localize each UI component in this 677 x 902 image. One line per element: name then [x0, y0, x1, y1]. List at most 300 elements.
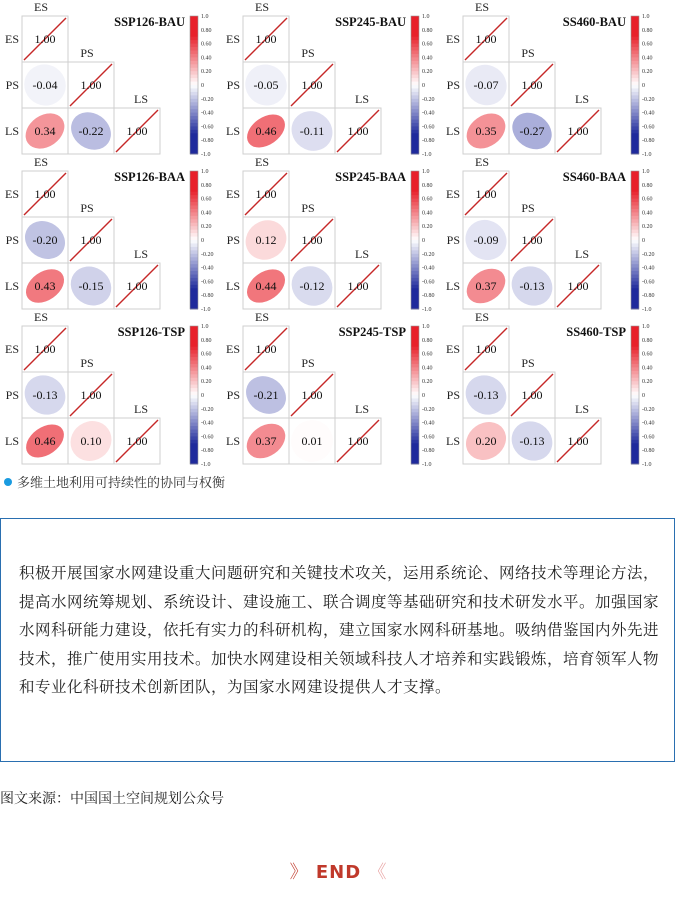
colorbar-segment [190, 126, 198, 130]
column-label: LS [574, 402, 590, 416]
colorbar-segment [190, 75, 198, 79]
colorbar-segment [190, 278, 198, 282]
colorbar-tick: 1.0 [422, 169, 430, 175]
colorbar-segment [631, 264, 639, 268]
colorbar-segment [411, 457, 419, 461]
colorbar-segment [631, 185, 639, 189]
colorbar-segment [631, 23, 639, 27]
column-label: PS [80, 356, 94, 370]
colorbar-segment [631, 64, 639, 68]
colorbar-segment [190, 78, 198, 82]
colorbar-tick: 0 [642, 83, 645, 89]
colorbar-tick: 1.0 [422, 14, 430, 20]
colorbar-segment [411, 326, 419, 330]
colorbar-segment [631, 374, 639, 378]
colorbar-segment [631, 371, 639, 375]
colorbar-segment [631, 192, 639, 196]
diagonal-value: 1.00 [126, 279, 148, 293]
colorbar-segment [411, 47, 419, 51]
colorbar-segment [411, 354, 419, 358]
colorbar-segment [631, 378, 639, 382]
colorbar-segment [190, 347, 198, 351]
correlation-value: -0.04 [32, 78, 58, 92]
colorbar-tick: -0.60 [422, 434, 435, 441]
colorbar-segment [631, 212, 639, 216]
colorbar-segment [631, 16, 639, 20]
colorbar-segment [631, 237, 639, 241]
colorbar-segment [631, 144, 639, 148]
colorbar-segment [411, 361, 419, 365]
colorbar-segment [631, 230, 639, 234]
colorbar-segment [411, 181, 419, 185]
colorbar-segment [631, 206, 639, 210]
colorbar-segment [631, 178, 639, 182]
colorbar-tick: 0.60 [422, 41, 433, 48]
colorbar-segment [190, 299, 198, 303]
colorbar-segment [190, 440, 198, 444]
colorbar-segment [190, 40, 198, 44]
column-label: LS [133, 402, 149, 416]
colorbar-segment [631, 54, 639, 58]
row-label: PS [446, 388, 460, 402]
figure-caption [4, 472, 225, 491]
panel-title: SS460-TSP [566, 325, 626, 339]
colorbar-segment [631, 364, 639, 368]
colorbar-segment [190, 212, 198, 216]
colorbar-segment [411, 402, 419, 406]
colorbar-tick: 0.80 [642, 27, 653, 34]
column-label: PS [301, 201, 315, 215]
colorbar-tick: -1.0 [201, 462, 211, 468]
colorbar-segment [631, 82, 639, 86]
colorbar-segment [190, 206, 198, 210]
row-label: PS [5, 233, 19, 247]
colorbar-tick: -0.20 [642, 96, 655, 103]
colorbar-segment [190, 340, 198, 344]
correlation-panel [226, 310, 435, 470]
colorbar-tick: -0.60 [422, 124, 435, 131]
colorbar-tick: 0 [201, 83, 204, 89]
colorbar-segment [411, 144, 419, 148]
colorbar-segment [190, 423, 198, 427]
colorbar-segment [190, 361, 198, 365]
colorbar-segment [190, 381, 198, 385]
colorbar-tick: 1.0 [642, 14, 650, 20]
colorbar-segment [411, 395, 419, 399]
colorbar-segment [411, 202, 419, 206]
colorbar-segment [411, 95, 419, 99]
column-label: PS [521, 356, 535, 370]
colorbar-segment [190, 240, 198, 244]
colorbar-segment [631, 261, 639, 265]
row-label: LS [225, 279, 240, 293]
diagonal-value: 1.00 [80, 233, 102, 247]
colorbar-segment [411, 78, 419, 82]
colorbar-segment [190, 99, 198, 103]
colorbar-segment [631, 381, 639, 385]
correlation-value: -0.22 [78, 124, 104, 138]
diagonal-value: 1.00 [521, 233, 543, 247]
diagonal-value: 1.00 [126, 124, 148, 138]
colorbar-segment [190, 426, 198, 430]
colorbar-segment [190, 23, 198, 27]
diagonal-value: 1.00 [521, 78, 543, 92]
colorbar-segment [631, 426, 639, 430]
column-label: LS [133, 247, 149, 261]
colorbar-segment [190, 106, 198, 110]
colorbar-segment [411, 333, 419, 337]
colorbar-segment [631, 199, 639, 203]
colorbar-segment [411, 216, 419, 220]
colorbar-segment [411, 37, 419, 41]
colorbar-segment [631, 75, 639, 79]
colorbar-segment [411, 109, 419, 113]
colorbar-tick: 0 [642, 238, 645, 244]
colorbar-segment [631, 247, 639, 251]
colorbar-segment [190, 82, 198, 86]
colorbar-segment [190, 243, 198, 247]
colorbar-segment [411, 409, 419, 413]
colorbar-segment [631, 147, 639, 151]
diagonal-value: 1.00 [34, 32, 56, 46]
correlation-value: 0.37 [255, 434, 277, 448]
colorbar-tick: 0.20 [201, 379, 212, 386]
colorbar-segment [190, 371, 198, 375]
colorbar-tick: 0.40 [422, 55, 433, 62]
colorbar-tick: 0.20 [642, 224, 653, 231]
correlation-value: -0.27 [519, 124, 545, 138]
colorbar-segment [411, 133, 419, 137]
colorbar-segment [190, 409, 198, 413]
colorbar-segment [411, 336, 419, 340]
diagonal-value: 1.00 [475, 187, 497, 201]
column-label: LS [574, 92, 590, 106]
colorbar-tick: 0.60 [201, 351, 212, 358]
colorbar-tick: 0 [422, 83, 425, 89]
colorbar-segment [190, 416, 198, 420]
colorbar-segment [411, 419, 419, 423]
colorbar-segment [411, 188, 419, 192]
colorbar-tick: 0.40 [422, 365, 433, 372]
colorbar-tick: -0.60 [201, 434, 214, 441]
colorbar-tick: -0.60 [642, 279, 655, 286]
colorbar-segment [190, 113, 198, 117]
colorbar-segment [190, 419, 198, 423]
diagonal-value: 1.00 [255, 187, 277, 201]
colorbar-tick: 0.80 [642, 337, 653, 344]
colorbar-segment [190, 374, 198, 378]
colorbar-segment [631, 367, 639, 371]
source-line: 图文来源：中国国土空间规划公众号 [0, 791, 224, 807]
colorbar-segment [190, 102, 198, 106]
colorbar-segment [190, 174, 198, 178]
colorbar-tick: -0.40 [642, 420, 655, 427]
colorbar-segment [411, 123, 419, 127]
colorbar-segment [190, 433, 198, 437]
diagonal-value: 1.00 [521, 388, 543, 402]
colorbar-segment [190, 388, 198, 392]
colorbar-tick: 0 [422, 393, 425, 399]
row-label: LS [4, 124, 19, 138]
colorbar-segment [631, 102, 639, 106]
colorbar-segment [411, 275, 419, 279]
colorbar-tick: 0.40 [642, 55, 653, 62]
colorbar-segment [411, 436, 419, 440]
colorbar-segment [631, 454, 639, 458]
colorbar-segment [411, 454, 419, 458]
colorbar-segment [631, 226, 639, 230]
colorbar-segment [190, 257, 198, 261]
colorbar-segment [411, 392, 419, 396]
colorbar-tick: 0 [201, 393, 204, 399]
colorbar-segment [190, 436, 198, 440]
diagonal-value: 1.00 [475, 342, 497, 356]
colorbar-segment [190, 109, 198, 113]
colorbar-segment [190, 216, 198, 220]
colorbar-segment [411, 199, 419, 203]
column-label: ES [254, 155, 270, 169]
colorbar-segment [631, 37, 639, 41]
colorbar-segment [631, 271, 639, 275]
column-label: ES [254, 310, 270, 324]
colorbar-segment [631, 26, 639, 30]
diagonal-value: 1.00 [80, 78, 102, 92]
row-label: LS [225, 434, 240, 448]
colorbar-segment [631, 254, 639, 258]
row-label: LS [225, 124, 240, 138]
panel-title: SSP245-TSP [338, 325, 406, 339]
correlation-value: -0.15 [78, 279, 104, 293]
correlation-panel [226, 155, 435, 314]
colorbar-tick: 0.80 [422, 337, 433, 344]
colorbar-segment [631, 181, 639, 185]
colorbar-segment [190, 64, 198, 68]
colorbar-tick: 0.80 [201, 182, 212, 189]
colorbar-segment [190, 85, 198, 89]
colorbar-segment [190, 329, 198, 333]
colorbar-segment [190, 30, 198, 34]
colorbar-segment [411, 140, 419, 144]
diagonal-value: 1.00 [34, 187, 56, 201]
colorbar-tick: -0.60 [422, 279, 435, 286]
column-label: ES [33, 155, 49, 169]
colorbar-segment [411, 264, 419, 268]
colorbar-segment [190, 57, 198, 61]
colorbar-segment [631, 299, 639, 303]
row-label: ES [225, 187, 240, 201]
column-label: ES [254, 0, 270, 14]
row-label: LS [445, 434, 460, 448]
colorbar-segment [411, 281, 419, 285]
colorbar-segment [190, 95, 198, 99]
correlation-value: 0.46 [34, 434, 56, 448]
colorbar-tick: -0.80 [201, 448, 214, 455]
colorbar-segment [631, 457, 639, 461]
colorbar-segment [631, 95, 639, 99]
colorbar-segment [190, 33, 198, 37]
colorbar-segment [190, 47, 198, 51]
colorbar-tick: 0.60 [201, 41, 212, 48]
colorbar-segment [190, 336, 198, 340]
correlation-value: -0.13 [32, 388, 58, 402]
colorbar-segment [190, 450, 198, 454]
colorbar-segment [190, 333, 198, 337]
colorbar-segment [631, 123, 639, 127]
colorbar-segment [411, 302, 419, 306]
colorbar-tick: 0.60 [642, 196, 653, 203]
colorbar-segment [631, 109, 639, 113]
colorbar-tick: 1.0 [422, 324, 430, 330]
colorbar-segment [190, 412, 198, 416]
row-label: PS [5, 78, 19, 92]
caption-text: 多维土地利用可持续性的协同与权衡 [17, 476, 226, 491]
colorbar-tick: 0.80 [422, 27, 433, 34]
colorbar-segment [631, 278, 639, 282]
colorbar-segment [190, 247, 198, 251]
colorbar-segment [631, 430, 639, 434]
colorbar-segment [190, 44, 198, 48]
text-panel [0, 518, 675, 762]
colorbar-tick: -0.40 [201, 420, 214, 427]
colorbar-tick: 0.40 [642, 210, 653, 217]
colorbar-segment [411, 19, 419, 23]
colorbar-segment [190, 147, 198, 151]
colorbar-segment [631, 250, 639, 254]
colorbar-segment [411, 16, 419, 20]
colorbar-tick: 0.60 [642, 41, 653, 48]
column-label: PS [80, 201, 94, 215]
colorbar-segment [411, 57, 419, 61]
colorbar-segment [631, 243, 639, 247]
colorbar-segment [411, 357, 419, 361]
diagonal-value: 1.00 [567, 434, 589, 448]
colorbar-tick: 0.40 [201, 55, 212, 62]
panel-title: SSP126-BAU [114, 15, 185, 29]
colorbar-tick: -1.0 [422, 152, 432, 158]
colorbar-segment [190, 281, 198, 285]
colorbar-tick: -0.40 [642, 265, 655, 272]
colorbar-segment [631, 61, 639, 65]
colorbar-segment [190, 457, 198, 461]
colorbar-tick: -1.0 [422, 307, 432, 313]
colorbar-segment [411, 350, 419, 354]
correlation-panel [446, 0, 655, 158]
colorbar-segment [631, 30, 639, 34]
colorbar-segment [190, 367, 198, 371]
colorbar-tick: 0.40 [422, 210, 433, 217]
colorbar-segment [631, 268, 639, 272]
correlation-value: 0.46 [255, 124, 277, 138]
colorbar-segment [411, 178, 419, 182]
colorbar-segment [190, 140, 198, 144]
colorbar-segment [411, 430, 419, 434]
colorbar-segment [190, 137, 198, 141]
colorbar-segment [190, 178, 198, 182]
row-label: PS [226, 233, 240, 247]
column-label: ES [474, 155, 490, 169]
colorbar-segment [190, 292, 198, 296]
colorbar-segment [411, 271, 419, 275]
colorbar-segment [190, 350, 198, 354]
colorbar-segment [411, 40, 419, 44]
colorbar-segment [631, 350, 639, 354]
column-label: LS [354, 92, 370, 106]
colorbar-segment [190, 264, 198, 268]
colorbar-segment [631, 412, 639, 416]
colorbar-tick: -1.0 [642, 152, 652, 158]
colorbar-segment [411, 268, 419, 272]
colorbar-segment [631, 120, 639, 124]
colorbar-tick: -0.60 [642, 434, 655, 441]
column-label: LS [574, 247, 590, 261]
diagonal-value: 1.00 [347, 279, 369, 293]
diagonal-value: 1.00 [347, 434, 369, 448]
row-label: PS [446, 78, 460, 92]
colorbar-segment [411, 23, 419, 27]
colorbar-segment [411, 88, 419, 92]
colorbar-tick: -0.80 [642, 138, 655, 145]
body-paragraph: 积极开展国家水网建设重大问题研究和关键技术攻关，运用系统论、网络技术等理论方法，提高水网统筹规划、系统设计、建设施工、联合调度等基础研究和技术研发水平。加强国家水网科研能力建设，依托有实力的科研机构，建立国家水网科研基地。吸纳借鉴国内外先进技术，推广使用实用技术。加快水网建设相关领域科技人才培养和实践锻炼，培育领军人物和专业化科研技术创新团队，为国家水网建设提供人才支撑。 [19, 564, 660, 696]
colorbar-segment [631, 336, 639, 340]
colorbar-segment [631, 392, 639, 396]
colorbar-segment [190, 357, 198, 361]
colorbar-segment [411, 299, 419, 303]
correlation-value: -0.07 [473, 78, 499, 92]
colorbar-segment [411, 385, 419, 389]
correlation-panel [446, 310, 655, 469]
colorbar-segment [631, 405, 639, 409]
row-label: ES [4, 187, 19, 201]
correlation-value: 0.12 [255, 233, 277, 247]
colorbar-tick: -0.40 [201, 265, 214, 272]
colorbar-segment [411, 219, 419, 223]
colorbar-segment [411, 329, 419, 333]
colorbar-segment [190, 123, 198, 127]
correlation-value: -0.05 [253, 78, 279, 92]
colorbar-segment [190, 192, 198, 196]
diagonal-value: 1.00 [34, 342, 56, 356]
colorbar-segment [190, 261, 198, 265]
colorbar-segment [411, 230, 419, 234]
panel-title: SS460-BAU [562, 15, 626, 29]
colorbar-segment [190, 120, 198, 124]
colorbar-tick: -0.60 [642, 124, 655, 131]
diagonal-value: 1.00 [567, 124, 589, 138]
colorbar-segment [190, 68, 198, 72]
diagonal-value: 1.00 [255, 342, 277, 356]
colorbar-segment [631, 450, 639, 454]
correlation-value: 0.20 [475, 434, 497, 448]
colorbar-segment [190, 223, 198, 227]
colorbar-segment [411, 120, 419, 124]
colorbar-segment [190, 275, 198, 279]
colorbar-segment [631, 436, 639, 440]
colorbar-tick: 0.80 [642, 182, 653, 189]
colorbar-segment [411, 447, 419, 451]
colorbar-segment [411, 278, 419, 282]
colorbar-segment [631, 447, 639, 451]
row-label: ES [445, 342, 460, 356]
end-label: END [315, 862, 362, 883]
colorbar-segment [411, 209, 419, 213]
colorbar-tick: 0.20 [642, 379, 653, 386]
colorbar-tick: -1.0 [642, 307, 652, 313]
colorbar-tick: -1.0 [422, 462, 432, 468]
colorbar-segment [411, 64, 419, 68]
colorbar-segment [411, 405, 419, 409]
correlation-value: -0.13 [519, 434, 545, 448]
colorbar-segment [411, 102, 419, 106]
